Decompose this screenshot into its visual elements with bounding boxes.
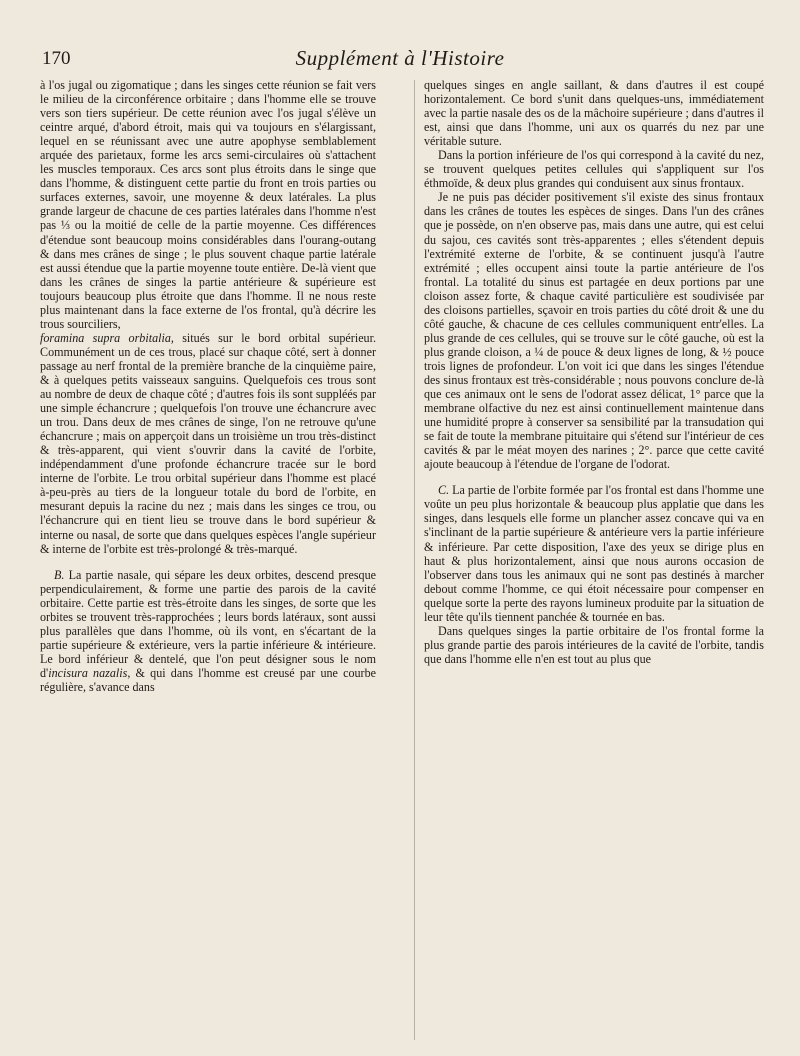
paragraph-text: quelques singes en angle saillant, & dans d'autres il est coupé horizontalement. Ce bord s'unit dans quelques-uns, immédiatement avec la partie nasale des os de la mâchoire supérieure ; dans d'autres il est, ainsi que dans l'homme, uni aux os quarrés du nez par une véritable suture. [424,78,764,149]
page-header [40,46,760,76]
paragraph [424,624,764,666]
paragraph-continuation [424,78,764,148]
paragraph [424,190,764,471]
section-letter: B. [54,567,65,582]
latin-term: foramina supra orbitalia, [40,330,174,345]
paragraph-text: situés sur le bord orbital supérieur. Communément un de ces trous, placé sur chaque côté, sert à donner passage au nerf frontal de la première branche de la cinquième paire, & à quelques petits vaisseaux sanguins. Quelquefois ces trous sont au nombre de deux de chaque côté ; d'autres fois ils sont suppléés par une simple échancrure ; quelquefois l'on trouve une échancrure avec un trou. Dans deux de mes crânes de singe, l'on ne retrouve qu'une échancrure ; mais on apperçoit dans un troisième un trou très-distinct & très-apparent, qui vient s'ouvrir dans la cavité de l'orbite, indépendamment d'une profonde échancrure tracée sur le bord interne de l'orbite. Le trou orbital supérieur dans l'homme est placé à-peu-près au tiers de la longueur totale du bord de l'orbite, en mesurant depuis la racine du nez ; mais dans les singes ce trou, ou l'échancrure qui en tient lieu se trouve dans le bord supérieur & interne ou nasal, de sorte que dans quelques espèces l'angle supérieur & interne de l'orbite est très-prolongé & très-marqué. [40,330,376,556]
section-paragraph [424,483,764,623]
paragraph-text: La partie nasale, qui sépare les deux orbites, descend presque perpendiculairement, & forme une partie des parois de la cavité orbitaire. Cette partie est très-étroite dans les singes, de sorte que les orbites se trouvent très-rapprochées ; leurs bords latéraux, sont aussi plus parallèles que dans l'homme, où ils vont, en s'écartant de la partie supérieure & extérieure, vers la partie inférieure & intérieure. Le bord inférieur & dentelé, que l'on peut désigner sous le nom d' [40,567,376,680]
column-divider [414,80,415,1040]
right-column [424,78,764,666]
paragraph-text: , & qui dans l'homme est creusé par une courbe régulière, s'avance dans [40,665,376,694]
left-column [40,78,376,694]
section-letter: C. [438,483,450,498]
running-title: Supplément à l'Histoire [295,46,505,70]
paragraph-continuation [40,78,376,331]
page-number: 170 [42,48,71,69]
paragraph-text: La partie de l'orbite formée par l'os frontal est dans l'homme une voûte un peu plus horizontale & beaucoup plus applatie que dans les singes, dans lesquels elle forme un plancher assez concave qui va en s'inclinant de la partie supérieure & antérieure vers la partie inférieure & inférieure. Par cette disposition, l'axe des yeux se dirige plus en haut & plus horizontalement, ainsi que nous aurons occasion de l'observer dans tous les animaux qui ne sont pas destinés à marcher debout comme l'homme, ce qui étoit nécessaire pour compenser en quelque sorte la perte des rayons lumineux produite par la situation de leur tête qu'ils tiennent panchée & tournée en bas. [424,483,764,624]
paragraph-text: à l'os jugal ou zigomatique ; dans les singes cette réunion se fait vers le milieu de la circonférence orbitaire ; dans l'homme elle se trouve vers son tiers supérieur. De cette réunion avec l'os jugal s'élève un ceintre arqué, d'abord étroit, mais qui va toujours en s'élargissant, lequel en se réunissant avec une autre apophyse semblablement arquée des parietaux, forme les arcs semi-circulaires où s'attachent les muscles temporaux. Ces arcs sont plus étroits dans le singe que dans l'homme, & distinguent cette partie du front en trois parties ou surfaces externes, savoir, une moyenne & deux latérales. La plus grande largeur de chacune de ces parties latérales dans l'homme n'est pas ⅓ ou la moitié de celle de la partie moyenne. Ces différences d'étendue sont beaucoup moins considérables dans l'ourang-outang & dans mes crânes de singe ; le plus souvent chaque partie latérale est aussi étendue que la partie moyenne toute entière. De-là vient que dans les crânes de singes la partie antérieure & supérieure est toujours beaucoup plus étroite que dans l'homme. Il ne nous reste plus maintenant dans la face externe de l'os frontal, qu'à décrire les trous sourciliers, [40,78,376,331]
latin-term: incisura nazalis [48,665,128,680]
paragraph-text: Dans la portion inférieure de l'os qui correspond à la cavité du nez, se trouvent quelques petites cellules qui s'appliquent sur l'os éthmoïde, & deux plus grandes qui conduisent aux sinus frontaux. [424,148,764,191]
paragraph-continuation [40,331,376,556]
paragraph [424,148,764,190]
paragraph-text: Dans quelques singes la partie orbitaire de l'os frontal forme la plus grande partie des parois intérieures de la cavité de l'orbite, tandis que dans l'homme elle n'en est tout au plus que [424,623,764,666]
paragraph-text: Je ne puis pas décider positivement s'il existe des sinus frontaux dans les crânes de toutes les espèces de singes. Dans l'un des crânes que je possède, on n'en observe pas, mais dans une autre, qui est celui du sajou, ces cavités sont très-apparentes ; elles s'étendent depuis l'extrémité externe de l'orbite, & se continuent jusqu'à l'autre extrémité ; elles occupent ainsi toute la partie antérieure de l'os frontal. La totalité du sinus est partagée en deux portions par une cloison assez forte, & chaque cavité particulière est soudivisée par des cloisons partielles, sçavoir en trois parties du côté droit & une du côté gauche, & chacune de ces cellules communiquent entr'elles. La plus grande de ces cellules, qui se trouve sur le côté gauche, où est la plus grande cloison, a ¼ de pouce & deux lignes de long, & ½ pouce trois lignes de profondeur. L'on voit ici que dans les singes l'étendue des sinus frontaux est très-considérable ; nous pouvons conclure de-là que ces animaux ont le sens de l'odorat assez délicat, 1° parce que la membrane olfactive du nez est ainsi continuellement maintenue dans une humidité propre à conserver sa sensibilité par la transudation qui se fait de toute la membrane pituitaire qui s'étend sur l'intérieur de ces cavités & par le méat moyen des narines ; 2°. parce que cette cavité ajoute beaucoup à l'étendue de l'organe de l'odorat. [424,190,764,472]
section-paragraph [40,568,376,694]
